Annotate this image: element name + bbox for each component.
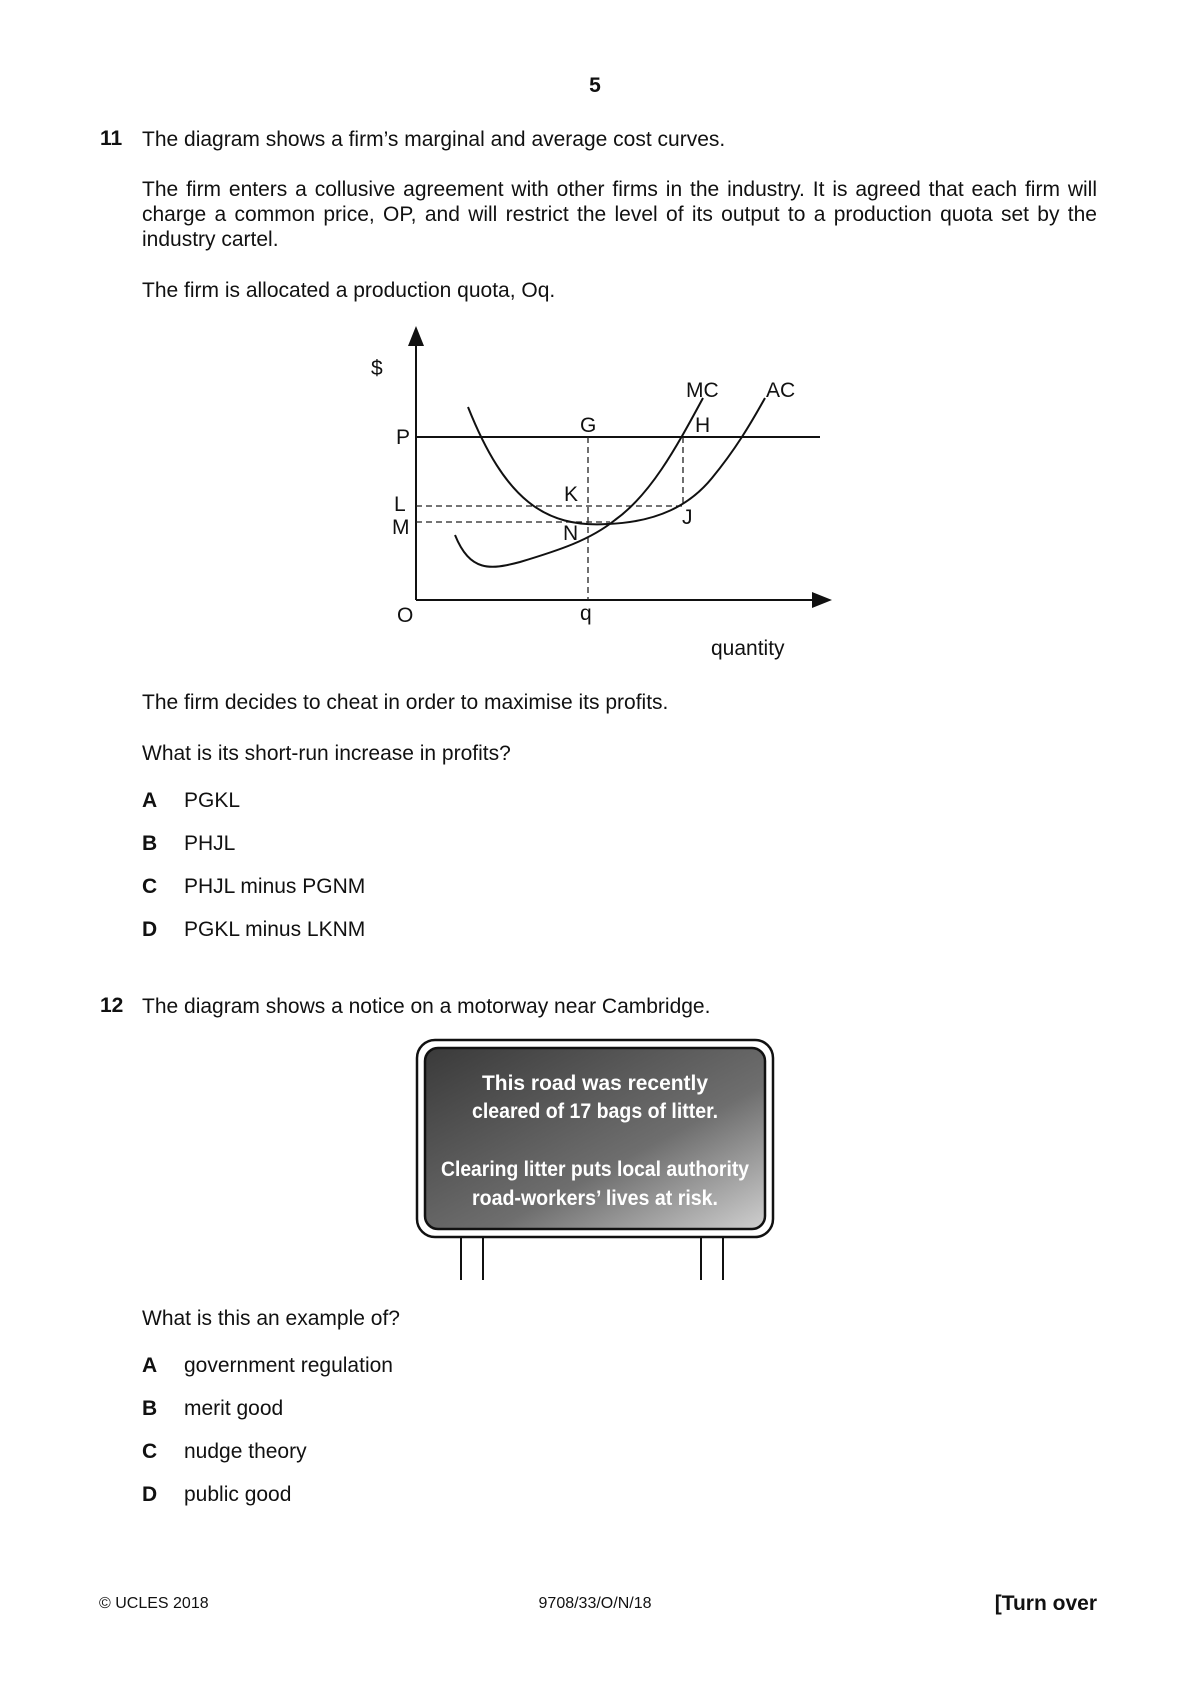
label-n: N: [563, 522, 579, 545]
q11-option-d-text: PGKL minus LKNM: [184, 918, 366, 941]
q12-option-b-text: merit good: [184, 1397, 284, 1420]
q11-option-a-letter: A: [142, 789, 158, 812]
footer-turn-over: [Turn over: [994, 1592, 1097, 1615]
q12-option-d-letter: D: [142, 1483, 158, 1506]
q11-option-c-text: PHJL minus PGNM: [184, 875, 366, 898]
q12-option-d-text: public good: [184, 1483, 292, 1506]
footer-code: 9708/33/O/N/18: [538, 1595, 652, 1612]
label-l: L: [394, 493, 406, 516]
q11-option-d-letter: D: [142, 918, 158, 941]
motorway-sign-diagram: [0, 1030, 1190, 1290]
question-11-stem: The diagram shows a firm’s marginal and average cost curves.: [142, 128, 726, 151]
question-11-paragraph-1: The firm enters a collusive agreement with other firms in the industry. It is agreed that each firm will charge a common price, OP, and will restrict the level of its output to a production quota set by the industry cartel.: [142, 178, 1097, 251]
label-h: H: [695, 414, 711, 437]
q11-option-b-letter: B: [142, 832, 158, 855]
question-11-number: 11: [100, 127, 123, 150]
label-m: M: [392, 516, 410, 539]
q12-option-c-letter: C: [142, 1440, 158, 1463]
q12-option-c-text: nudge theory: [184, 1440, 307, 1463]
y-axis-label: $: [371, 357, 383, 380]
question-12-stem: The diagram shows a notice on a motorway near Cambridge.: [142, 995, 711, 1018]
sign-line-2: cleared of 17 bags of litter.: [472, 1100, 718, 1123]
label-k: K: [564, 483, 579, 506]
label-q: q: [580, 602, 592, 625]
question-12-question: What is this an example of?: [142, 1307, 400, 1330]
question-11-paragraph-3: The firm decides to cheat in order to maximise its profits.: [142, 691, 669, 714]
mc-curve: [455, 398, 703, 567]
sign-line-3: Clearing litter puts local authority: [441, 1158, 750, 1181]
label-j: J: [682, 506, 693, 529]
x-axis-label: quantity: [711, 637, 785, 660]
label-ac: AC: [766, 379, 796, 402]
question-12-number: 12: [100, 994, 124, 1017]
sign-line-4: road-workers’ lives at risk.: [472, 1187, 718, 1210]
q12-option-a-letter: A: [142, 1354, 158, 1377]
label-mc: MC: [686, 379, 719, 402]
question-11-paragraph-2: The firm is allocated a production quota, Oq.: [142, 279, 556, 302]
q11-option-a-text: PGKL: [184, 789, 241, 812]
label-p: P: [396, 426, 411, 449]
sign-line-1: This road was recently: [482, 1072, 709, 1095]
q11-option-b-text: PHJL: [184, 832, 236, 855]
footer-copyright: © UCLES 2018: [99, 1595, 209, 1612]
q12-option-a-text: government regulation: [184, 1354, 393, 1377]
q12-option-b-letter: B: [142, 1397, 158, 1420]
question-11-question: What is its short-run increase in profits?: [142, 742, 511, 765]
label-origin: O: [397, 604, 414, 627]
label-g: G: [580, 414, 597, 437]
cost-curves-diagram: [0, 0, 1190, 680]
page-number: 5: [589, 74, 601, 97]
q11-option-c-letter: C: [142, 875, 158, 898]
